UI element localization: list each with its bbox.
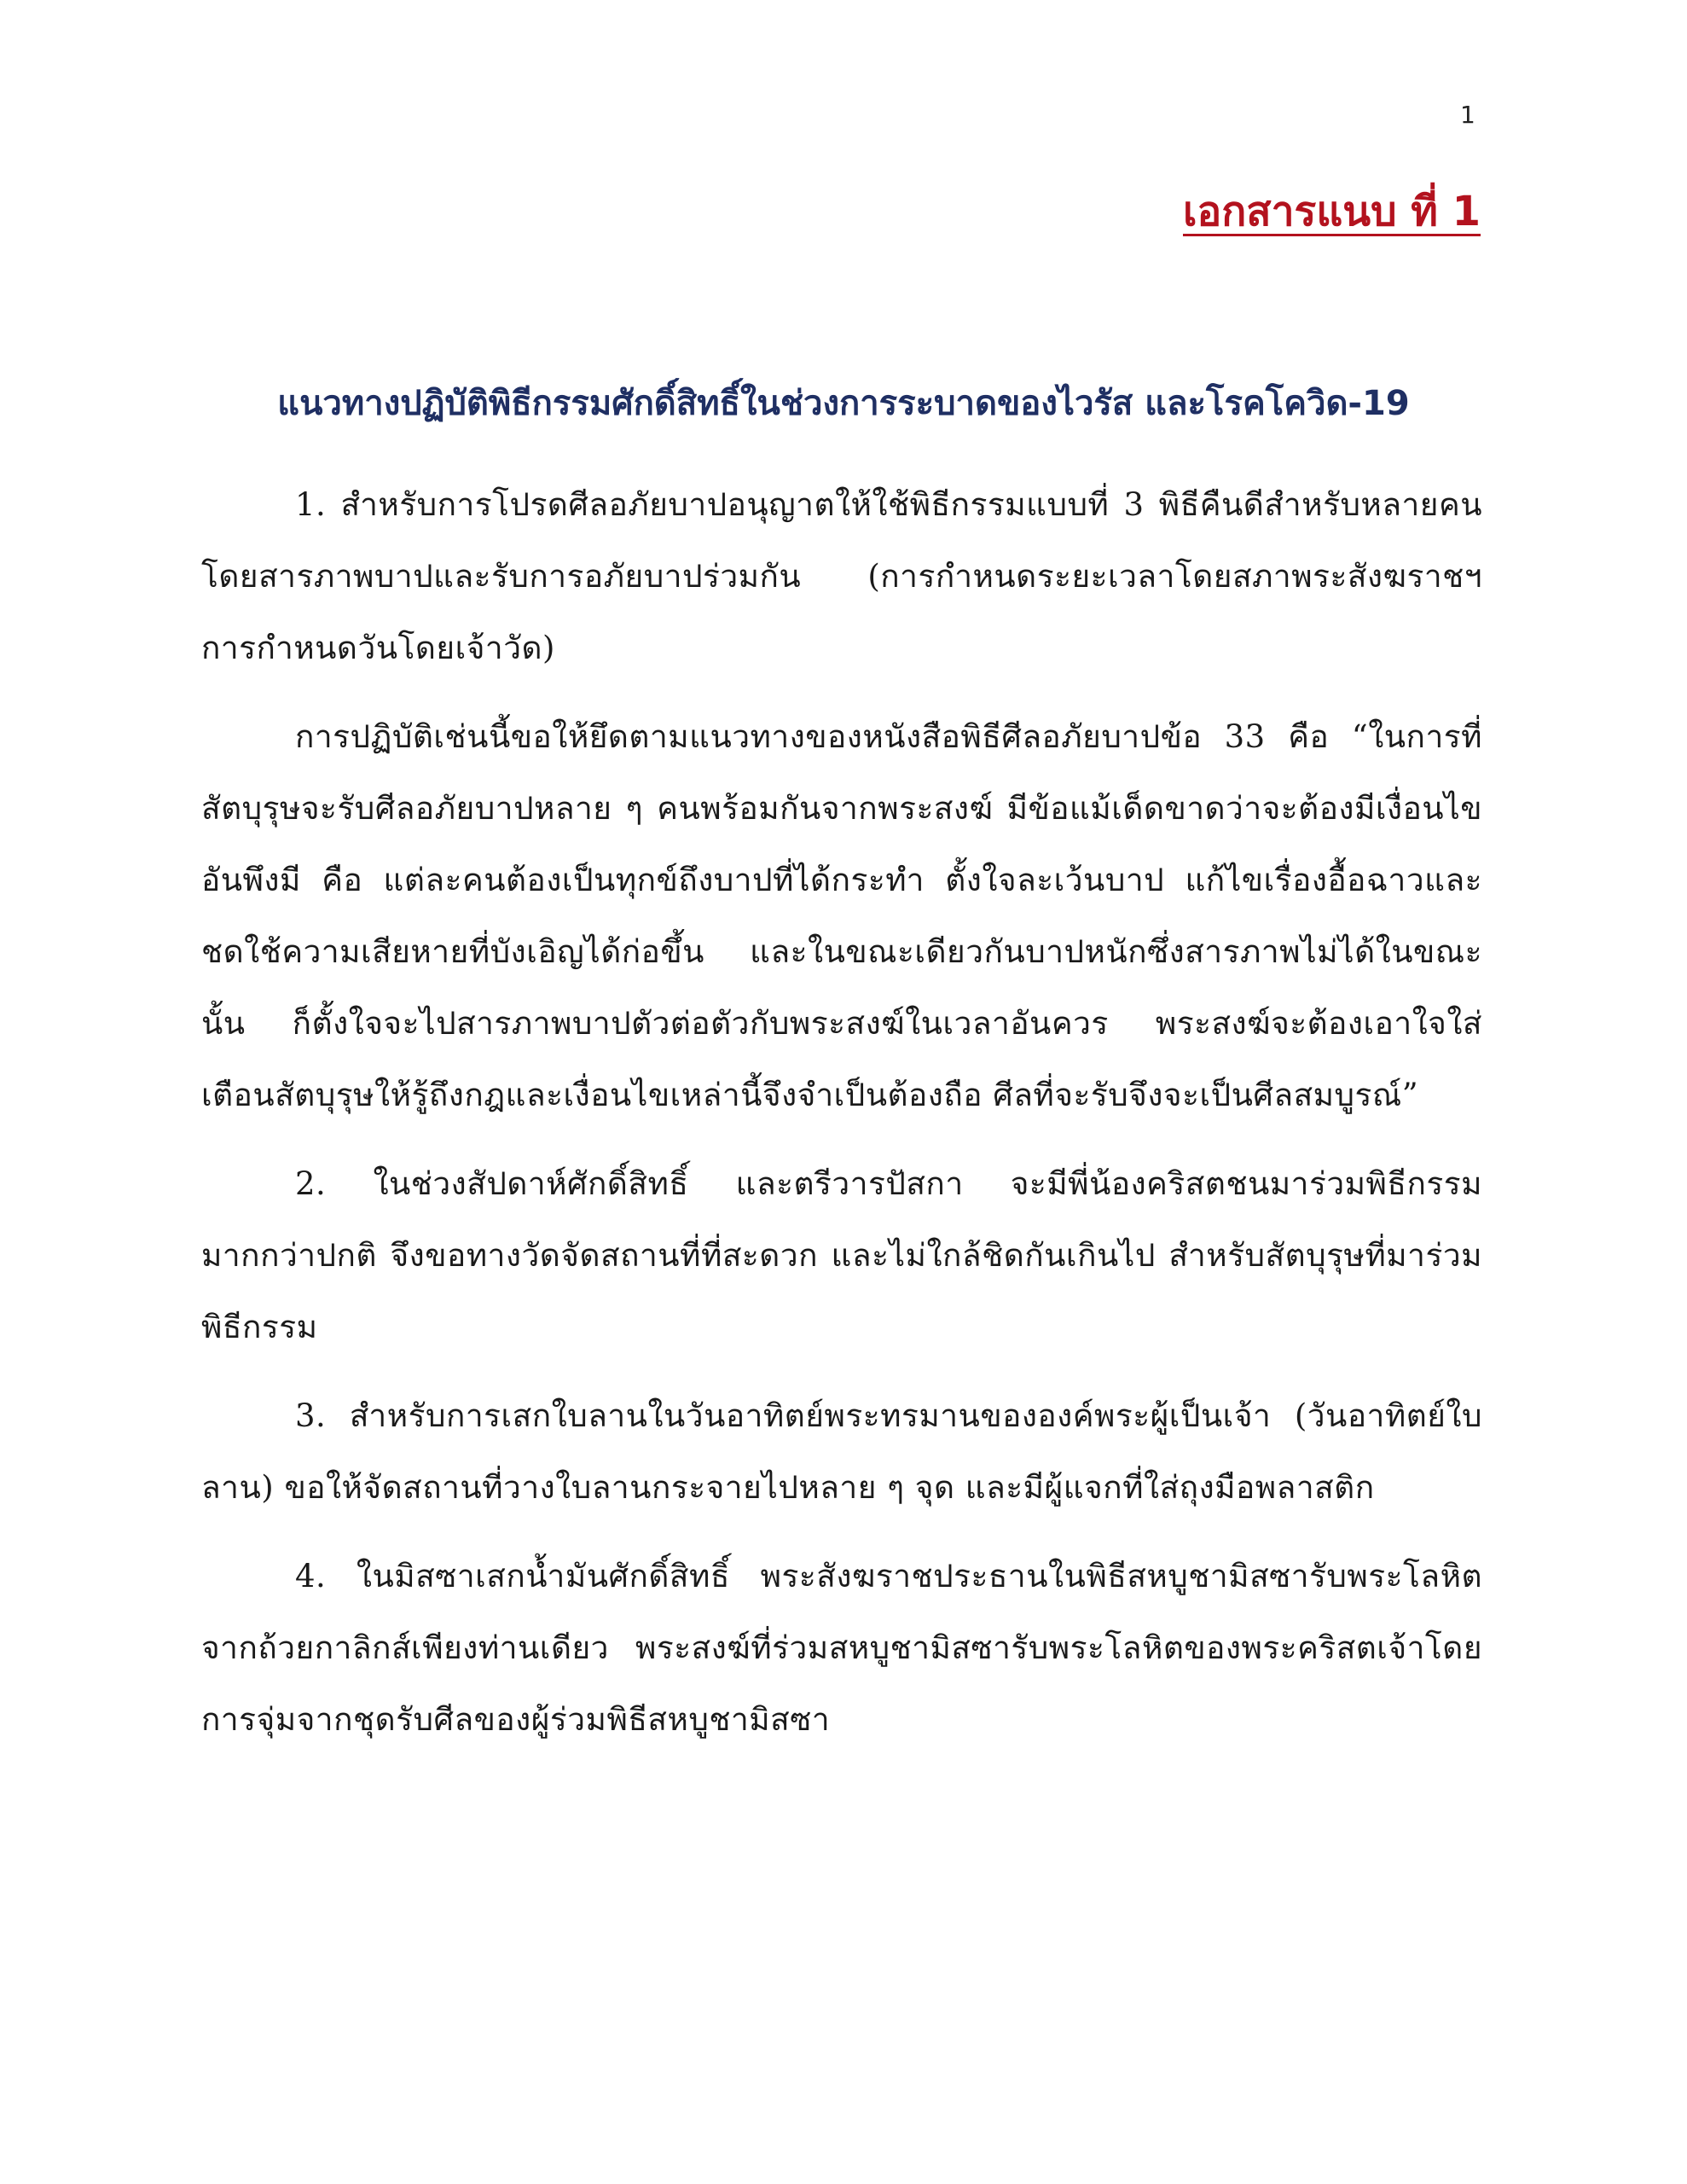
paragraph-chrism-mass: 4. ในมิสซาเสกน้ำมันศักดิ์สิทธิ์ พระสังฆราชประธานในพิธีสหบูชามิสซารับพระโลหิตจากถ้วยกาลิกส์เพียงท่านเดียว พระสงฆ์ที่ร่วมสหบูชามิสซารับพระโลหิตของพระคริสตเจ้าโดยการจุ่มจากชุดรับศีลของผู้ร่วมพิธีสหบูชามิสซา (201, 1558, 1482, 1738)
paragraph-confession-rite: 1. สำหรับการโปรดศีลอภัยบาปอนุญาตให้ใช้พิธีกรรมแบบที่ 3 พิธีคืนดีสำหรับหลายคน โดยสารภาพบาปและรับการอภัยบาปร่วมกัน (การกำหนดระยะเวลาโดยสภาพระสังฆราชฯ การกำหนดวันโดยเจ้าวัด) (201, 486, 1482, 666)
paragraph-holy-week-seating: 2. ในช่วงสัปดาห์ศักดิ์สิทธิ์ และตรีวารปัสกา จะมีพี่น้องคริสตชนมาร่วมพิธีกรรมมากกว่าปกติ จึงขอทางวัดจัดสถานที่ที่สะดวก และไม่ใกล้ชิดกันเกินไป สำหรับสัตบุรุษที่มาร่วมพิธีกรรม (201, 1165, 1482, 1345)
paragraph-palm-sunday: 3. สำหรับการเสกใบลานในวันอาทิตย์พระทรมานขององค์พระผู้เป็นเจ้า (วันอาทิตย์ใบลาน) ขอให้จัดสถานที่วางใบลานกระจายไปหลาย ๆ จุด และมีผู้แจกที่ใส่ถุงมือพลาสติก (201, 1397, 1482, 1506)
document-body (201, 469, 1482, 1773)
page-number: 1 (1460, 101, 1475, 129)
paragraph-confession-conditions: การปฏิบัติเช่นนี้ขอให้ยึดตามแนวทางของหนังสือพิธีศีลอภัยบาปข้อ 33 คือ “ในการที่สัตบุรุษจะรับศีลอภัยบาปหลาย ๆ คนพร้อมกันจากพระสงฆ์ มีข้อแม้เด็ดขาดว่าจะต้องมีเงื่อนไขอันพึงมี คือ แต่ละคนต้องเป็นทุกข์ถึงบาปที่ได้กระทำ ตั้งใจละเว้นบาป แก้ไขเรื่องอื้อฉาวและชดใช้ความเสียหายที่บังเอิญได้ก่อขึ้น และในขณะเดียวกันบาปหนักซึ่งสารภาพไม่ได้ในขณะนั้น ก็ตั้งใจจะไปสารภาพบาปตัวต่อตัวกับพระสงฆ์ในเวลาอันควร พระสงฆ์จะต้องเอาใจใส่เตือนสัตบุรุษให้รู้ถึงกฎและเงื่อนไขเหล่านี้จึงจำเป็นต้องถือ ศีลที่จะรับจึงจะเป็นศีลสมบูรณ์” (201, 718, 1482, 1113)
document-title: แนวทางปฏิบัติพิธีกรรมศักดิ์สิทธิ์ในช่วงการระบาดของไวรัส และโรคโควิด-19 (277, 384, 1410, 423)
attachment-label: เอกสารแนบ ที่ 1 (1182, 188, 1481, 235)
